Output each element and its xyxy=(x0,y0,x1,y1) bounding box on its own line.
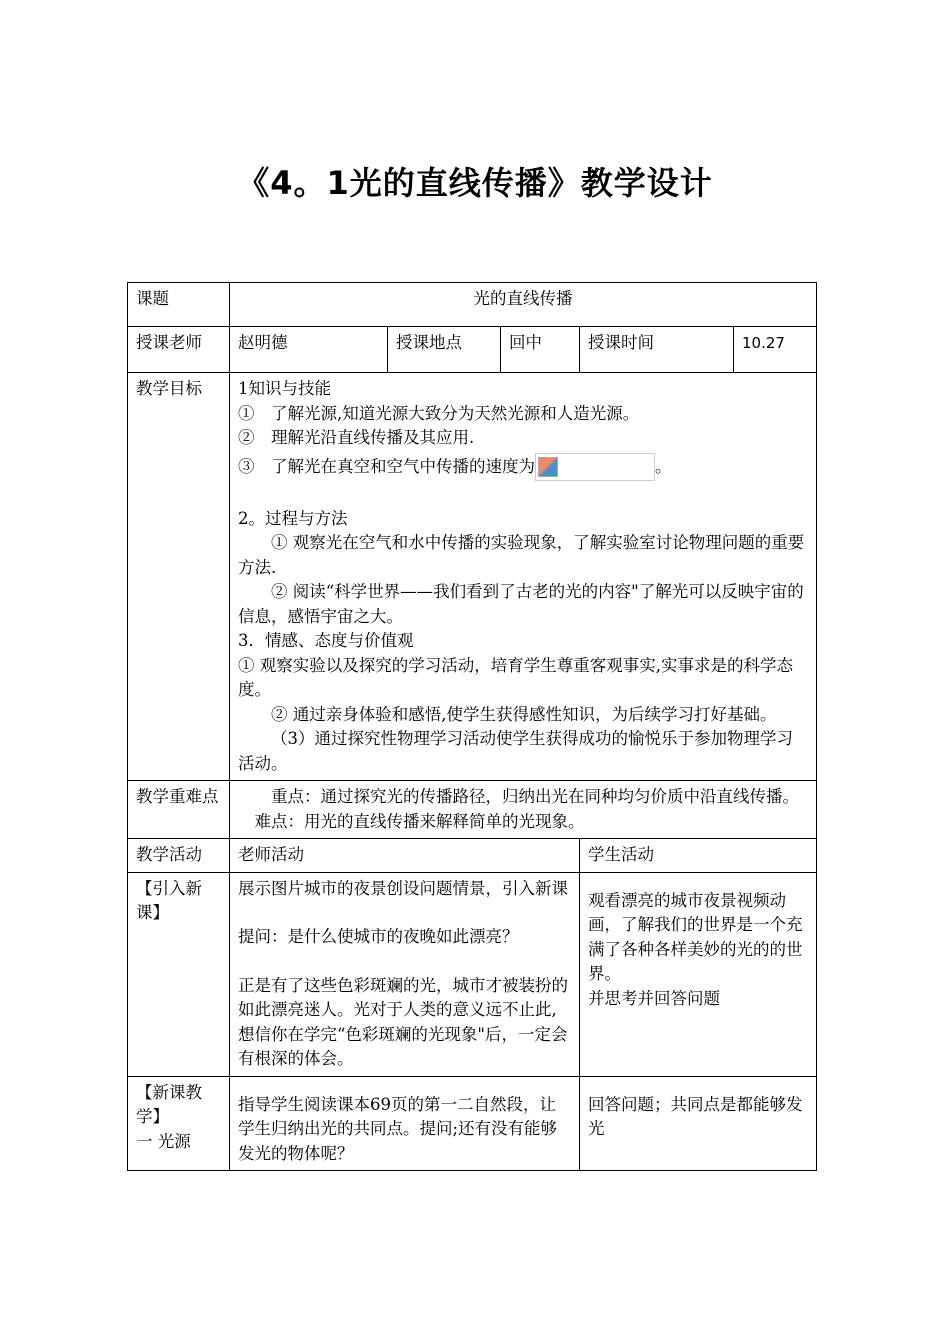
goals-label: 教学目标 xyxy=(128,373,230,781)
intro-teacher-1: 展示图片城市的夜景创设问题情景，引入新课 xyxy=(238,878,568,898)
goal-2-1: ① 观察光在空气和水中传播的实验现象，了解实验室讨论物理问题的重要方法. xyxy=(238,533,805,577)
goal-2-2: ② 阅读“科学世界——我们看到了古老的光的内容"了解光可以反映宇宙的信息，感悟宇宙之大。 xyxy=(238,582,804,626)
intro-label: 【引入新课】 xyxy=(128,872,230,1076)
new-lesson-student: 回答问题；共同点是都能够发光 xyxy=(588,1094,803,1138)
goals-heading-1: 1知识与技能 xyxy=(238,379,331,398)
intro-student-1: 观看漂亮的城市夜景视频动画，了解我们的世界是一个充满了各种各样美妙的光的的世界。 xyxy=(588,890,803,983)
light-source-label: 一 光源 xyxy=(136,1131,191,1151)
location-value: 回中 xyxy=(501,327,580,373)
goal-1-1: ① 了解光源,知道光源大致分为天然光源和人造光源。 xyxy=(238,403,640,423)
time-label: 授课时间 xyxy=(580,327,734,373)
new-lesson-teacher: 指导学生阅读课本69页的第一二自然段，让学生归纳出光的共同点。提问;还有没有能够发光的物体呢？ xyxy=(238,1094,558,1163)
topic-value: 光的直线传播 xyxy=(230,283,817,327)
location-label: 授课地点 xyxy=(388,327,501,373)
intro-teacher-3: 正是有了这些色彩斑斓的光，城市才被装扮的如此漂亮迷人。光对于人类的意义远不止此,想信你在学完“色彩斑斓的光现象"后，一定会有根深的体会。 xyxy=(238,975,568,1068)
intro-student-2: 并思考并回答问题 xyxy=(588,988,720,1008)
intro-student-cell xyxy=(580,872,817,1076)
new-lesson-student-cell xyxy=(580,1076,817,1171)
difficult-point: 难点：用光的直线传播来解释简单的光现象。 xyxy=(254,811,585,831)
document-title: 《4。1光的直线传播》教学设计 xyxy=(237,164,713,202)
key-point: 重点：通过探究光的传播路径，归纳出光在同种均匀价质中沿直线传播。 xyxy=(271,787,799,806)
new-lesson-label-cell xyxy=(128,1076,230,1171)
goals-heading-2: 2。过程与方法 xyxy=(238,508,348,528)
goal-1-3 xyxy=(238,451,808,483)
teacher-activity-header: 老师活动 xyxy=(230,839,580,873)
teacher-value: 赵明德 xyxy=(230,327,388,373)
goal-3-3: （3）通过探究性物理学习活动使学生获得成功的愉悦乐于参加物理学习活动。 xyxy=(238,729,793,773)
new-lesson-label: 【新课教学】 xyxy=(136,1082,202,1126)
goal-3-1: ① 观察实验以及探究的学习活动，培育学生尊重客观事实,实事求是的科学态度。 xyxy=(238,655,793,699)
lesson-plan-table xyxy=(127,282,817,1171)
teacher-label: 授课老师 xyxy=(128,327,230,373)
goal-1-2: ② 理解光沿直线传播及其应用. xyxy=(238,428,475,447)
intro-teacher-2: 提问：是什么使城市的夜晚如此漂亮？ xyxy=(238,927,519,946)
goal-1-3-text: ③ 了解光在真空和空气中传播的速度为 xyxy=(238,456,535,476)
time-value: 10.27 xyxy=(734,327,817,373)
activity-label: 教学活动 xyxy=(128,839,230,873)
goals-heading-3: 3．情感、态度与价值观 xyxy=(238,631,414,650)
goal-1-3-end: 。 xyxy=(655,456,672,476)
intro-teacher-cell xyxy=(230,872,580,1076)
goals-cell xyxy=(230,373,817,781)
goal-3-2: ② 通过亲身体验和感悟,使学生获得感性知识，为后续学习打好基础。 xyxy=(271,704,777,724)
key-points-label: 教学重难点 xyxy=(128,781,230,839)
new-lesson-teacher-cell xyxy=(230,1076,580,1171)
student-activity-header: 学生活动 xyxy=(580,839,817,873)
broken-image-icon xyxy=(535,453,655,481)
key-points-cell xyxy=(230,781,817,839)
topic-label: 课题 xyxy=(128,283,230,327)
